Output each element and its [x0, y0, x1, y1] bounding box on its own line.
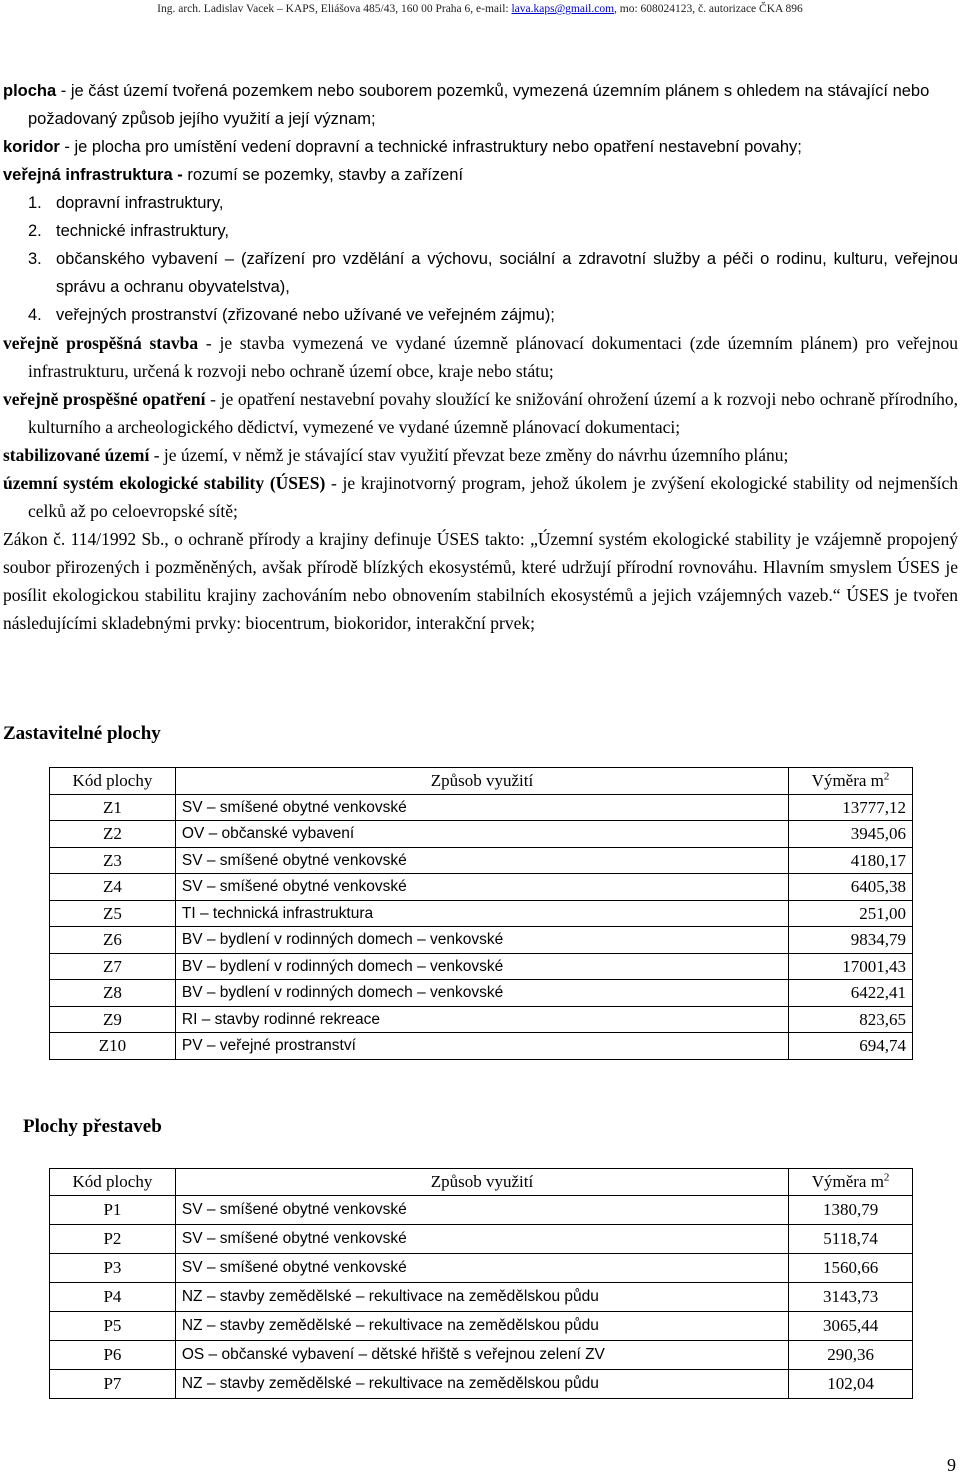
cell-zpusob: SV – smíšené obytné venkovské — [175, 847, 788, 874]
table-row — [50, 1369, 913, 1398]
term-plocha: plocha — [3, 82, 57, 100]
table-row — [50, 1282, 913, 1311]
cell-kod: P2 — [50, 1224, 176, 1253]
table-row — [50, 1006, 913, 1033]
header-vymera — [789, 1169, 913, 1196]
definition-plocha — [3, 77, 958, 133]
vi-item-num: 3. — [28, 250, 42, 268]
cell-kod: P3 — [50, 1253, 176, 1282]
cell-kod: Z2 — [50, 821, 176, 848]
page-number: 9 — [947, 1455, 956, 1475]
vi-item-text: dopravní infrastruktury, — [56, 194, 224, 212]
cell-vymera: 823,65 — [789, 1006, 913, 1033]
cell-vymera: 9834,79 — [789, 927, 913, 954]
cell-kod: Z6 — [50, 927, 176, 954]
vi-list-item — [3, 245, 958, 301]
vi-item-num: 2. — [28, 222, 42, 240]
vi-item-num: 4. — [28, 306, 42, 324]
table-row — [50, 927, 913, 954]
cell-kod: P4 — [50, 1282, 176, 1311]
header-vymera — [789, 768, 913, 795]
table-header-row — [50, 1169, 913, 1196]
table-row — [50, 900, 913, 927]
cell-kod: Z7 — [50, 953, 176, 980]
cell-kod: Z9 — [50, 1006, 176, 1033]
cell-vymera: 1560,66 — [789, 1253, 913, 1282]
header-vymera-label: Výměra m — [811, 1172, 884, 1192]
header-email-link[interactable]: lava.kaps@gmail.com — [511, 3, 615, 15]
zastavitelne-table — [49, 767, 913, 1060]
cell-kod: P7 — [50, 1369, 176, 1398]
cell-zpusob: SV – smíšené obytné venkovské — [175, 1195, 788, 1224]
cell-kod: Z1 — [50, 794, 176, 821]
table-row — [50, 874, 913, 901]
cell-vymera: 251,00 — [789, 900, 913, 927]
header-kod: Kód plochy — [50, 768, 176, 795]
cell-vymera: 17001,43 — [789, 953, 913, 980]
definitions-block — [3, 77, 958, 637]
text-vi: rozumí se pozemky, stavby a zařízení — [182, 166, 464, 184]
cell-kod: Z4 — [50, 874, 176, 901]
definition-stabilizovane-uzemi — [3, 441, 958, 469]
cell-vymera: 6422,41 — [789, 980, 913, 1007]
cell-kod: P5 — [50, 1311, 176, 1340]
cell-zpusob: OS – občanské vybavení – dětské hřiště s veřejnou zelení ZV — [175, 1340, 788, 1369]
header-text: Ing. arch. Ladislav Vacek – KAPS, Eliášova 485/43, 160 00 Praha 6, e-mail: — [157, 3, 512, 15]
vi-list-item — [3, 217, 958, 245]
cell-vymera: 13777,12 — [789, 794, 913, 821]
cell-zpusob: NZ – stavby zemědělské – rekultivace na zemědělskou půdu — [175, 1369, 788, 1398]
cell-kod: Z3 — [50, 847, 176, 874]
vi-item-text: technické infrastruktury, — [56, 222, 230, 240]
cell-vymera: 4180,17 — [789, 847, 913, 874]
table-row — [50, 1033, 913, 1060]
definition-koridor — [3, 133, 958, 161]
table-row — [50, 1340, 913, 1369]
cell-zpusob: BV – bydlení v rodinných domech – venkovské — [175, 953, 788, 980]
header-zpusob: Způsob využití — [175, 1169, 788, 1196]
page-header — [0, 3, 960, 15]
cell-zpusob: BV – bydlení v rodinných domech – venkovské — [175, 927, 788, 954]
prestavby-table — [49, 1168, 913, 1399]
table-row — [50, 821, 913, 848]
table-row — [50, 1311, 913, 1340]
cell-zpusob: PV – veřejné prostranství — [175, 1033, 788, 1060]
cell-vymera: 694,74 — [789, 1033, 913, 1060]
cell-kod: P1 — [50, 1195, 176, 1224]
prestavby-title: Plochy přestaveb — [23, 1116, 162, 1137]
cell-zpusob: BV – bydlení v rodinných domech – venkovské — [175, 980, 788, 1007]
cell-vymera: 102,04 — [789, 1369, 913, 1398]
definition-vps — [3, 329, 958, 385]
cell-zpusob: RI – stavby rodinné rekreace — [175, 1006, 788, 1033]
term-vps: veřejně prospěšná stavba — [3, 333, 199, 353]
cell-zpusob: OV – občanské vybavení — [175, 821, 788, 848]
zakon-paragraph: Zákon č. 114/1992 Sb., o ochraně přírody a krajiny definuje ÚSES takto: „Územní systém ekologické stability je vzájemně propojený soubor přirozených i pozměněných, avšak přírodě blízkých ekosystémů, které udržují přírodní rovnováhu. Hlavním smyslem ÚSES je posílit ekologickou stabilitu krajiny zachováním nebo obnovením stabilních ekosystémů a jejich vzájemných vazeb.“ ÚSES je tvořen následujícími skladebnými prvky: biocentrum, biokoridor, interakční prvek; — [3, 529, 958, 633]
cell-kod: Z8 — [50, 980, 176, 1007]
definition-vpo — [3, 385, 958, 441]
cell-zpusob: NZ – stavby zemědělské – rekultivace na zemědělskou půdu — [175, 1282, 788, 1311]
table-row — [50, 1195, 913, 1224]
term-vi: veřejná infrastruktura - — [3, 166, 183, 184]
vi-list-item — [3, 189, 958, 217]
cell-kod: Z10 — [50, 1033, 176, 1060]
term-uses: územní systém ekologické stability (ÚSES) — [3, 473, 326, 493]
header-vymera-sup: 2 — [883, 770, 890, 783]
vi-list-item — [3, 301, 958, 329]
cell-vymera: 5118,74 — [789, 1224, 913, 1253]
cell-zpusob: NZ – stavby zemědělské – rekultivace na zemědělskou půdu — [175, 1311, 788, 1340]
header-vymera-label: Výměra m — [811, 771, 884, 791]
text-vpo: - je opatření nestavební povahy sloužící ke snižování ohrožení území a k rozvoji nebo ochraně přírodního, kulturního a archeologického dědictví, vymezené ve vydané územně plánovací dokumentaci; — [28, 389, 959, 437]
cell-vymera: 1380,79 — [789, 1195, 913, 1224]
header-tail: , mo: 608024123, č. autorizace ČKA 896 — [614, 3, 803, 15]
cell-zpusob: SV – smíšené obytné venkovské — [175, 874, 788, 901]
header-kod: Kód plochy — [50, 1169, 176, 1196]
text-plocha: - je část území tvořená pozemkem nebo souborem pozemků, vymezená územním plánem s ohledem na stávající nebo požadovaný způsob jejího využití a její význam; — [28, 82, 930, 128]
term-su: stabilizované území — [3, 445, 150, 465]
text-uses: - je krajinotvorný program, jehož úkolem je zvýšení ekologické stability od nejmenších celků až po celoevropské sítě; — [28, 473, 958, 521]
cell-kod: Z5 — [50, 900, 176, 927]
cell-vymera: 3065,44 — [789, 1311, 913, 1340]
term-koridor: koridor — [3, 138, 60, 156]
cell-vymera: 290,36 — [789, 1340, 913, 1369]
table-row — [50, 980, 913, 1007]
table-header-row — [50, 768, 913, 795]
text-koridor: - je plocha pro umístění vedení dopravní a technické infrastruktury nebo opatření nestavební povahy; — [59, 138, 802, 156]
vi-item-text: občanského vybavení – (zařízení pro vzdělání a výchovu, sociální a zdravotní služby a péči o rodinu, kulturu, veřejnou správu a ochranu obyvatelstva), — [56, 250, 958, 296]
table-row — [50, 794, 913, 821]
table-row — [50, 847, 913, 874]
cell-vymera: 6405,38 — [789, 874, 913, 901]
cell-zpusob: SV – smíšené obytné venkovské — [175, 1224, 788, 1253]
definition-verejna-infrastruktura — [3, 161, 958, 189]
definition-uses — [3, 469, 958, 525]
text-vps: - je stavba vymezená ve vydané územně plánovací dokumentaci (zde územním plánem) pro veřejnou infrastrukturu, určená k rozvoji nebo ochraně území obce, kraje nebo státu; — [28, 333, 958, 381]
cell-vymera: 3945,06 — [789, 821, 913, 848]
text-su: - je území, v němž je stávající stav využití převzat beze změny do návrhu územního plánu; — [149, 445, 789, 465]
table-row — [50, 953, 913, 980]
cell-kod: P6 — [50, 1340, 176, 1369]
zastavitelne-title: Zastavitelné plochy — [3, 723, 161, 744]
header-vymera-sup: 2 — [883, 1171, 890, 1184]
table-row — [50, 1253, 913, 1282]
table-row — [50, 1224, 913, 1253]
term-vpo: veřejně prospěšné opatření — [3, 389, 206, 409]
cell-zpusob: SV – smíšené obytné venkovské — [175, 794, 788, 821]
vi-item-text: veřejných prostranství (zřizované nebo užívané ve veřejném zájmu); — [56, 306, 555, 324]
vi-item-num: 1. — [28, 194, 42, 212]
header-zpusob: Způsob využití — [175, 768, 788, 795]
cell-zpusob: TI – technická infrastruktura — [175, 900, 788, 927]
cell-zpusob: SV – smíšené obytné venkovské — [175, 1253, 788, 1282]
cell-vymera: 3143,73 — [789, 1282, 913, 1311]
